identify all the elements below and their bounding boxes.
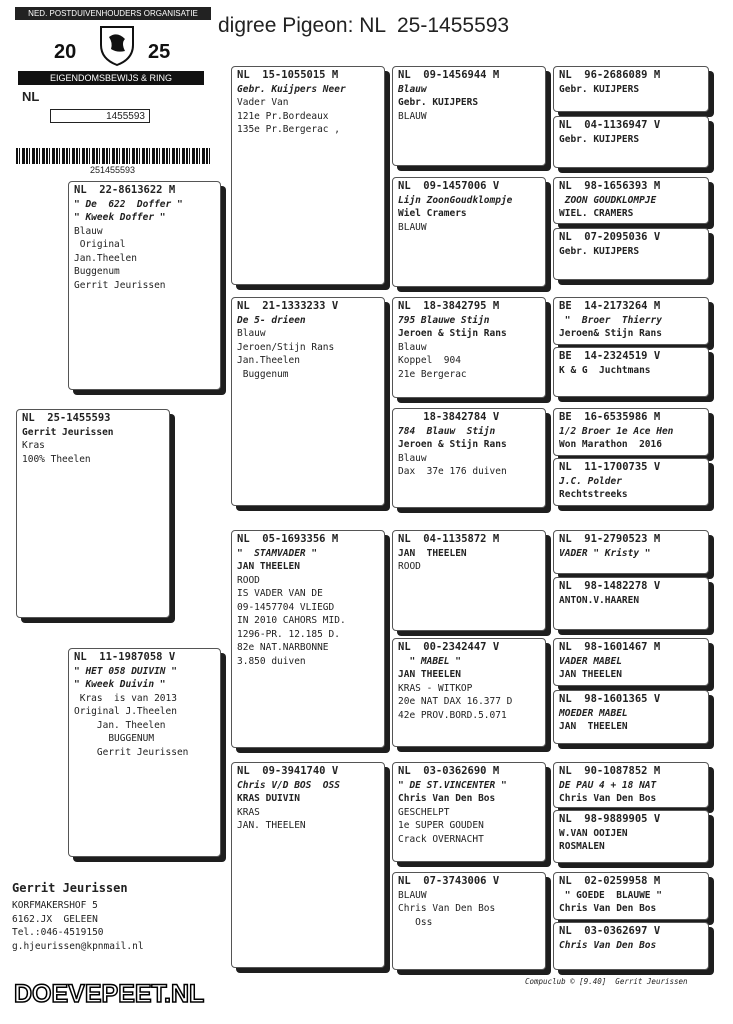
pedigree-line: KRAS - WITKOP: [398, 682, 473, 694]
pedigree-box-gen3-8: [392, 872, 546, 970]
pedigree-line: 09-1457704 VLIEGD: [237, 601, 335, 613]
pedigree-line: Blauw: [237, 328, 266, 339]
pedigree-line: De 5- drieen: [237, 314, 306, 326]
pedigree-line: Koppel 904: [398, 355, 461, 366]
pedigree-line: Kras: [22, 440, 45, 451]
pedigree-box-gen3-2: [392, 177, 546, 287]
pedigree-box-gen4-4: [553, 228, 709, 280]
pedigree-line: Blauw: [398, 83, 427, 95]
pedigree-box-gen3-7: [392, 762, 546, 862]
pedigree-line: KRAS DUIVIN: [237, 793, 300, 804]
pedigree-box-gen4-10: [553, 577, 709, 630]
pedigree-line: VADER " Kristy ": [559, 547, 651, 559]
ring-number: NL 18-3842795 M: [398, 300, 500, 312]
pedigree-line: Chris Van Den Bos: [398, 793, 496, 804]
pedigree-line: " STAMVADER ": [237, 547, 318, 559]
pedigree-box-gen4-1: [553, 66, 709, 112]
ring-number: NL 11-1700735 V: [559, 461, 661, 473]
ring-card: [10, 5, 215, 177]
pedigree-line: Won Marathon 2016: [559, 439, 662, 450]
pedigree-line: ROOD: [398, 561, 421, 572]
pedigree-box-gen4-15: [553, 872, 709, 920]
pedigree-line: Oss: [398, 916, 433, 928]
ring-number: NL 09-1457006 V: [398, 180, 500, 192]
owner-phone: Tel.:046-4519150: [12, 927, 104, 938]
pedigree-line: Chris Van Den Bos: [559, 939, 657, 951]
ring-number: NL 90-1087852 M: [559, 765, 661, 777]
pedigree-line: MOEDER MABEL: [559, 707, 628, 719]
ring-number: BE 14-2324519 V: [559, 350, 661, 362]
pedigree-line: Gebr. KUIJPERS: [559, 83, 640, 95]
pedigree-line: " Kweek Doffer ": [74, 212, 166, 223]
pedigree-box-gen3-4: [392, 408, 546, 508]
pedigree-line: 3.850 duiven: [237, 655, 306, 667]
pedigree-line: Buggenum: [237, 368, 289, 380]
ring-number: NL 07-2095036 V: [559, 231, 661, 243]
pedigree-line: 1/2 Broer 1e Ace Hen: [559, 425, 674, 437]
card-barcode-number: 251455593: [89, 165, 136, 175]
ring-number: NL 22-8613622 M: [74, 184, 176, 196]
pedigree-line: Chris Van Den Bos: [398, 903, 496, 914]
ring-number: NL 25-1455593: [22, 412, 111, 424]
pedigree-line: Chris Van Den Bos: [559, 903, 657, 914]
pedigree-line: Blauw: [74, 225, 103, 237]
pedigree-line: 795 Blauwe Stijn: [398, 314, 490, 326]
pedigree-line: Jeroen & Stijn Rans: [398, 439, 507, 450]
pedigree-box-gen4-16: [553, 922, 709, 970]
barcode-icon: [16, 148, 212, 164]
ring-number: NL 91-2790523 M: [559, 533, 661, 545]
pedigree-line: BLAUW: [398, 889, 427, 901]
owner-street: KORFMAKERSHOF 5: [12, 900, 98, 911]
pedigree-line: Gerrit Jeurissen: [74, 279, 166, 291]
pedigree-box-granddam-1: [231, 297, 385, 506]
pedigree-line: 82e NAT.NARBONNE: [237, 642, 329, 653]
ring-number: NL 04-1136947 V: [559, 119, 661, 131]
pedigree-line: Lijn ZoonGoudklompje: [398, 194, 513, 206]
pedigree-box-gen3-1: [392, 66, 546, 166]
ring-number: 18-3842784 V: [398, 411, 500, 423]
pedigree-line: " De 622 Doffer ": [74, 198, 183, 210]
ring-number: NL 21-1333233 V: [237, 300, 339, 312]
pedigree-line: JAN THEELEN: [398, 669, 461, 680]
pedigree-box-gen4-9: [553, 530, 709, 574]
pedigree-line: W.VAN OOIJEN: [559, 827, 628, 839]
pedigree-line: 1e SUPER GOUDEN: [398, 820, 484, 831]
pedigree-box-gen4-8: [553, 458, 709, 506]
pedigree-line: K & G Juchtmans: [559, 364, 651, 376]
ring-number: NL 02-0259958 M: [559, 875, 661, 887]
pedigree-line: BLAUW: [398, 221, 427, 233]
pedigree-box-gen4-2: [553, 116, 709, 168]
pedigree-line: Gebr. KUIJPERS: [559, 245, 640, 257]
pedigree-box-grandsire-2: [231, 530, 385, 748]
pedigree-line: Gebr. KUIJPERS: [398, 97, 479, 108]
pedigree-line: ANTON.V.HAAREN: [559, 594, 640, 606]
page-title: digree Pigeon: NL 25-1455593: [218, 14, 510, 37]
pedigree-box-gen3-6: [392, 638, 546, 747]
pedigree-line: DE PAU 4 + 18 NAT: [559, 779, 657, 791]
ring-number: NL 96-2686089 M: [559, 69, 661, 81]
ring-number: NL 03-0362697 V: [559, 925, 661, 937]
ring-number: NL 05-1693356 M: [237, 533, 339, 545]
owner-name: Gerrit Jeurissen: [12, 881, 128, 895]
pedigree-box-gen4-13: [553, 762, 709, 808]
pedigree-line: " HET 058 DUIVIN ": [74, 665, 177, 677]
ring-number: NL 09-3941740 V: [237, 765, 339, 777]
pedigree-box-gen3-5: [392, 530, 546, 631]
pedigree-line: Chris Van Den Bos: [559, 793, 657, 804]
pedigree-line: 20e NAT DAX 16.377 D: [398, 696, 513, 707]
pedigree-line: Blauw: [398, 452, 427, 464]
pedigree-line: Blauw: [398, 341, 427, 353]
ring-number: NL 98-9889905 V: [559, 813, 661, 825]
ring-number: NL 07-3743006 V: [398, 875, 500, 887]
ring-number: NL 98-1656393 M: [559, 180, 661, 192]
pedigree-line: Gerrit Jeurissen: [22, 426, 114, 438]
pedigree-line: 135e Pr.Bergerac ,: [237, 124, 340, 135]
owner-block: [12, 881, 144, 953]
pedigree-line: Jeroen & Stijn Rans: [398, 328, 507, 339]
ring-number: NL 15-1055015 M: [237, 69, 339, 81]
ring-number: NL 09-1456944 M: [398, 69, 500, 81]
ring-number: NL 03-0362690 M: [398, 765, 500, 777]
ring-number: NL 98-1601365 V: [559, 693, 661, 705]
pedigree-line: Kras is van 2013: [74, 692, 177, 704]
pedigree-line: Vader Van: [237, 97, 289, 108]
card-country: NL: [22, 89, 40, 104]
pedigree-line: 121e Pr.Bordeaux: [237, 110, 329, 122]
pedigree-box-gen4-3: [553, 177, 709, 224]
ring-number: NL 11-1987058 V: [74, 651, 176, 663]
pedigree-line: ZOON GOUDKLOMPJE: [559, 194, 657, 206]
watermark-logo: DOEVEPEET.NL: [14, 980, 205, 1008]
pedigree-box-sire: [68, 181, 221, 390]
pedigree-box-gen4-11: [553, 638, 709, 686]
pedigree-line: " MABEL ": [398, 655, 461, 667]
pedigree-box-gen3-3: [392, 297, 546, 398]
ring-number: BE 14-2173264 M: [559, 300, 661, 312]
footer-credit: Compuclub © [9.40] Gerrit Jeurissen: [525, 977, 688, 986]
pedigree-line: ROSMALEN: [559, 841, 605, 852]
card-org: NED. POSTDUIVENHOUDERS ORGANISATIE: [15, 7, 211, 20]
pedigree-line: IS VADER VAN DE: [237, 588, 323, 599]
lion-crest-icon: [95, 23, 139, 67]
card-ring-number: 1455593: [50, 109, 150, 123]
pedigree-line: BUGGENUM: [74, 733, 155, 744]
pedigree-box-gen4-12: [553, 690, 709, 744]
pedigree-line: Jeroen& Stijn Rans: [559, 328, 662, 339]
owner-city: 6162.JX GELEEN: [12, 913, 98, 925]
ring-number: BE 16-6535986 M: [559, 411, 661, 423]
pedigree-line: JAN THEELEN: [559, 721, 628, 732]
pedigree-line: Jan.Theelen: [74, 252, 137, 264]
pedigree-line: Jan. Theelen: [74, 719, 166, 731]
pedigree-line: Rechtstreeks: [559, 489, 628, 500]
card-banner: EIGENDOMSBEWIJS & RING: [18, 71, 204, 85]
ring-number: NL 98-1601467 M: [559, 641, 661, 653]
card-year-left: 20: [54, 41, 77, 63]
pedigree-line: 100% Theelen: [22, 453, 91, 465]
pedigree-box-gen4-14: [553, 810, 709, 863]
pedigree-line: Crack OVERNACHT: [398, 833, 484, 845]
pedigree-box-subject: [16, 409, 170, 618]
pedigree-line: VADER MABEL: [559, 655, 622, 667]
pedigree-line: WIEL. CRAMERS: [559, 208, 634, 219]
pedigree-line: Gerrit Jeurissen: [74, 746, 189, 758]
pedigree-line: " Broer Thierry: [559, 314, 662, 326]
pedigree-line: " GOEDE BLAUWE ": [559, 889, 662, 901]
pedigree-box-grandsire-1: [231, 66, 385, 285]
pedigree-line: Original: [74, 239, 126, 250]
pedigree-line: GESCHELPT: [398, 806, 450, 818]
pedigree-line: Gebr. KUIJPERS: [559, 133, 640, 145]
pedigree-line: " DE ST.VINCENTER ": [398, 779, 507, 791]
pedigree-line: BLAUW: [398, 110, 427, 122]
pedigree-line: KRAS: [237, 806, 260, 818]
pedigree-box-gen4-6: [553, 347, 709, 397]
card-year-right: 25: [148, 41, 171, 63]
pedigree-box-granddam-2: [231, 762, 385, 968]
pedigree-line: 42e PROV.BORD.5.071: [398, 709, 507, 721]
ring-number: NL 04-1135872 M: [398, 533, 500, 545]
pedigree-line: Original J.Theelen: [74, 706, 177, 717]
pedigree-line: JAN. THEELEN: [237, 820, 306, 831]
pedigree-line: Jeroen/Stijn Rans: [237, 341, 335, 353]
pedigree-box-gen4-5: [553, 297, 709, 345]
pedigree-line: " Kweek Duivin ": [74, 679, 166, 690]
pedigree-line: Gebr. Kuijpers Neer: [237, 83, 346, 95]
pedigree-line: ROOD: [237, 574, 260, 586]
pedigree-line: 1296-PR. 12.185 D.: [237, 628, 340, 640]
pedigree-line: 784 Blauw Stijn: [398, 425, 496, 437]
pedigree-line: Dax 37e 176 duiven: [398, 466, 507, 477]
pedigree-line: JAN THEELEN: [237, 561, 300, 572]
pedigree-line: Jan.Theelen: [237, 355, 300, 366]
pedigree-line: 21e Bergerac: [398, 368, 467, 380]
pedigree-line: JAN THEELEN: [398, 547, 467, 559]
pedigree-line: J.C. Polder: [559, 475, 622, 487]
owner-email: g.hjeurissen@kpnmail.nl: [12, 940, 144, 952]
pedigree-line: Buggenum: [74, 266, 120, 277]
pedigree-box-dam: [68, 648, 221, 857]
pedigree-box-gen4-7: [553, 408, 709, 456]
pedigree-line: Chris V/D BOS OSS: [237, 779, 340, 791]
pedigree-line: Wiel Cramers: [398, 208, 467, 219]
pedigree-line: IN 2010 CAHORS MID.: [237, 615, 346, 626]
ring-number: NL 00-2342447 V: [398, 641, 500, 653]
pedigree-line: JAN THEELEN: [559, 669, 622, 680]
ring-number: NL 98-1482278 V: [559, 580, 661, 592]
